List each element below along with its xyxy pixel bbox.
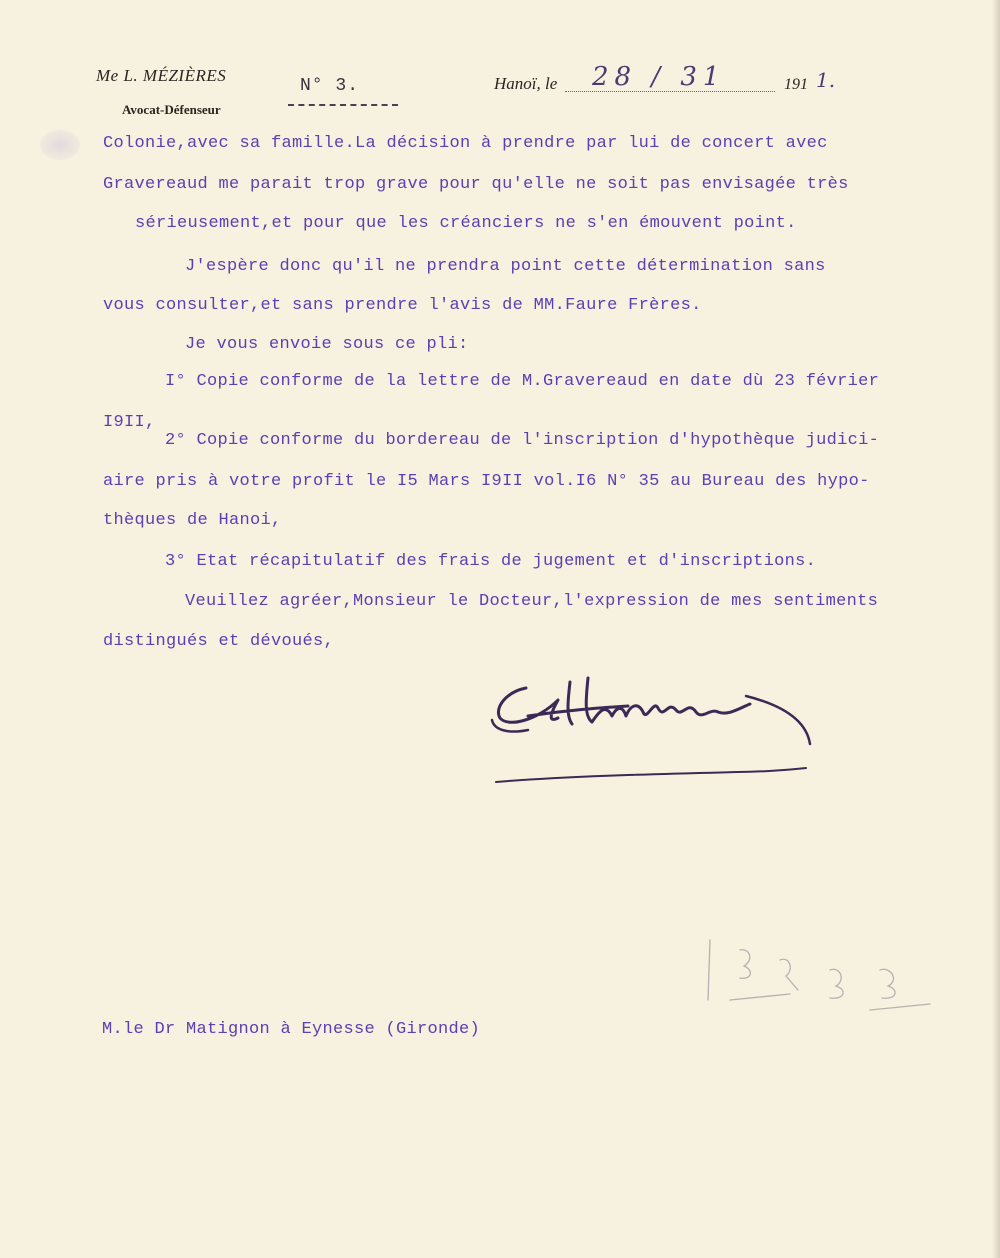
body-line: Veuillez agréer,Monsieur le Docteur,l'expression de mes sentiments [185,592,879,611]
letter-number: N° 3. [300,76,360,96]
body-line: distingués et dévoués, [103,632,335,651]
handwritten-year: 1. [816,68,836,92]
page-edge-shadow [992,0,1000,1258]
body-line: I° Copie conforme de la lettre de M.Gravereaud en date dù 23 février [165,372,880,391]
letter-number-underline [288,104,398,106]
body-line: Gravereaud me parait trop grave pour qu'elle ne soit pas envisagée très [103,175,849,194]
body-line: aire pris à votre profit le I5 Mars I9II vol.I6 N° 35 au Bureau des hypo- [103,472,870,491]
body-line: 3° Etat récapitulatif des frais de jugement et d'inscriptions. [165,552,817,571]
handwritten-signature [488,660,818,800]
signature-label: LMézières [488,660,493,661]
body-line: I9II, [103,413,156,432]
body-line: sérieusement,et pour que les créanciers ne s'en émouvent point. [135,214,797,233]
body-line: vous consulter,et sans prendre l'avis de MM.Faure Frères. [103,296,702,315]
place-label: Hanoï, le [494,74,558,93]
body-line: J'espère donc qu'il ne prendra point cette détermination sans [185,257,826,276]
body-line: thèques de Hanoi, [103,511,282,530]
year-label: 191 [784,76,808,93]
body-line: 2° Copie conforme du bordereau de l'inscription d'hypothèque judici- [165,431,880,450]
ink-stain [40,130,80,160]
sender-role: Avocat-Défenseur [122,102,221,117]
sender-name: Me L. MÉZIÈRES [96,66,227,85]
body-line: Colonie,avec sa famille.La décision à prendre par lui de concert avec [103,134,828,153]
addressee: M.le Dr Matignon à Eynesse (Gironde) [102,1020,481,1039]
handwritten-date: 28 / 31 [592,62,726,92]
body-line: Je vous envoie sous ce pli: [185,335,469,354]
pencil-notations [690,930,950,1040]
